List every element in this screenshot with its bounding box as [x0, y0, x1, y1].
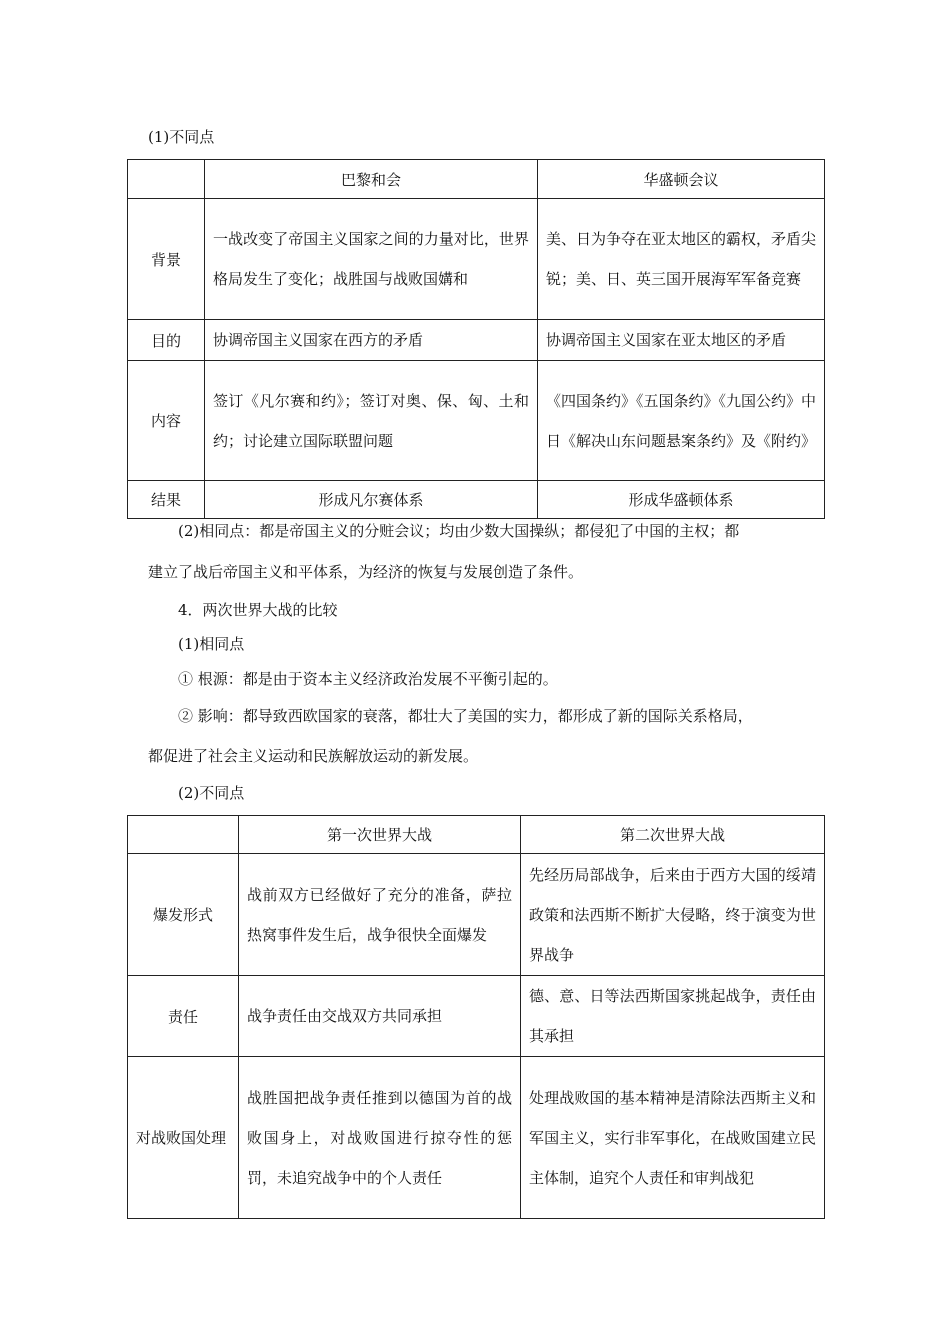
column-header-ww2: 第二次世界大战 [521, 816, 825, 854]
row-label-result: 结果 [128, 481, 205, 519]
cell-ww1-responsibility: 战争责任由交战双方共同承担 [239, 976, 521, 1057]
cell-paris-purpose: 协调帝国主义国家在西方的矛盾 [205, 320, 538, 361]
cell-ww2-responsibility: 德、意、日等法西斯国家挑起战争，责任由其承担 [521, 976, 825, 1057]
cell-paris-result: 形成凡尔赛体系 [205, 481, 538, 519]
row-label-defeated-handling: 对战败国处理 [128, 1057, 239, 1219]
point-impact-line-2: 都促进了社会主义运动和民族解放运动的新发展。 [148, 747, 479, 765]
empty-header-cell [128, 816, 239, 854]
table-header-row [128, 160, 825, 199]
column-header-washington: 华盛顿会议 [538, 160, 825, 199]
cell-ww2-defeated-handling: 处理战败国的基本精神是清除法西斯主义和军国主义，实行非军事化，在战败国建立民主体制，追究个人责任和审判战犯 [521, 1057, 825, 1219]
point-origin: ① 根源：都是由于资本主义经济政治发展不平衡引起的。 [178, 670, 558, 688]
table-row [128, 854, 825, 976]
cell-washington-content: 《四国条约》《五国条约》《九国公约》中日《解决山东问题悬案条约》及《附约》 [538, 361, 825, 481]
table-row [128, 320, 825, 361]
row-label-responsibility: 责任 [128, 976, 239, 1057]
table-row [128, 199, 825, 320]
cell-paris-background: 一战改变了帝国主义国家之间的力量对比，世界格局发生了变化；战胜国与战败国媾和 [205, 199, 538, 320]
table-row [128, 976, 825, 1057]
row-label-background: 背景 [128, 199, 205, 320]
cell-washington-background: 美、日为争夺在亚太地区的霸权，矛盾尖锐；美、日、英三国开展海军军备竞赛 [538, 199, 825, 320]
cell-washington-result: 形成华盛顿体系 [538, 481, 825, 519]
column-header-paris: 巴黎和会 [205, 160, 538, 199]
point-impact-line-1: ② 影响：都导致西欧国家的衰落，都壮大了美国的实力，都形成了新的国际关系格局， [178, 707, 753, 725]
table-header-row [128, 816, 825, 854]
world-war-comparison-table [127, 815, 825, 1219]
row-label-content: 内容 [128, 361, 205, 481]
table-row [128, 1057, 825, 1219]
similarities-paragraph-line-1: (2)相同点：都是帝国主义的分赃会议；均由少数大国操纵；都侵犯了中国的主权；都 [178, 522, 740, 540]
column-header-ww1: 第一次世界大战 [239, 816, 521, 854]
section-title: 4．两次世界大战的比较 [178, 601, 338, 619]
row-label-purpose: 目的 [128, 320, 205, 361]
empty-header-cell [128, 160, 205, 199]
table-row [128, 361, 825, 481]
cell-ww1-outbreak: 战前双方已经做好了充分的准备，萨拉热窝事件发生后，战争很快全面爆发 [239, 854, 521, 976]
similarities-paragraph-line-2: 建立了战后帝国主义和平体系，为经济的恢复与发展创造了条件。 [148, 563, 584, 581]
cell-ww1-defeated-handling: 战胜国把战争责任推到以德国为首的战败国身上，对战败国进行掠夺性的惩罚，未追究战争中的个人责任 [239, 1057, 521, 1219]
table-row [128, 481, 825, 519]
cell-paris-content: 签订《凡尔赛和约》；签订对奥、保、匈、土和约；讨论建立国际联盟问题 [205, 361, 538, 481]
diff-heading-2: (2)不同点 [178, 784, 245, 802]
cell-ww2-outbreak: 先经历局部战争，后来由于西方大国的绥靖政策和法西斯不断扩大侵略，终于演变为世界战争 [521, 854, 825, 976]
row-label-outbreak: 爆发形式 [128, 854, 239, 976]
same-heading: (1)相同点 [178, 635, 245, 653]
cell-washington-purpose: 协调帝国主义国家在亚太地区的矛盾 [538, 320, 825, 361]
diff-heading-1: (1)不同点 [148, 128, 215, 146]
conference-comparison-table [127, 159, 825, 519]
